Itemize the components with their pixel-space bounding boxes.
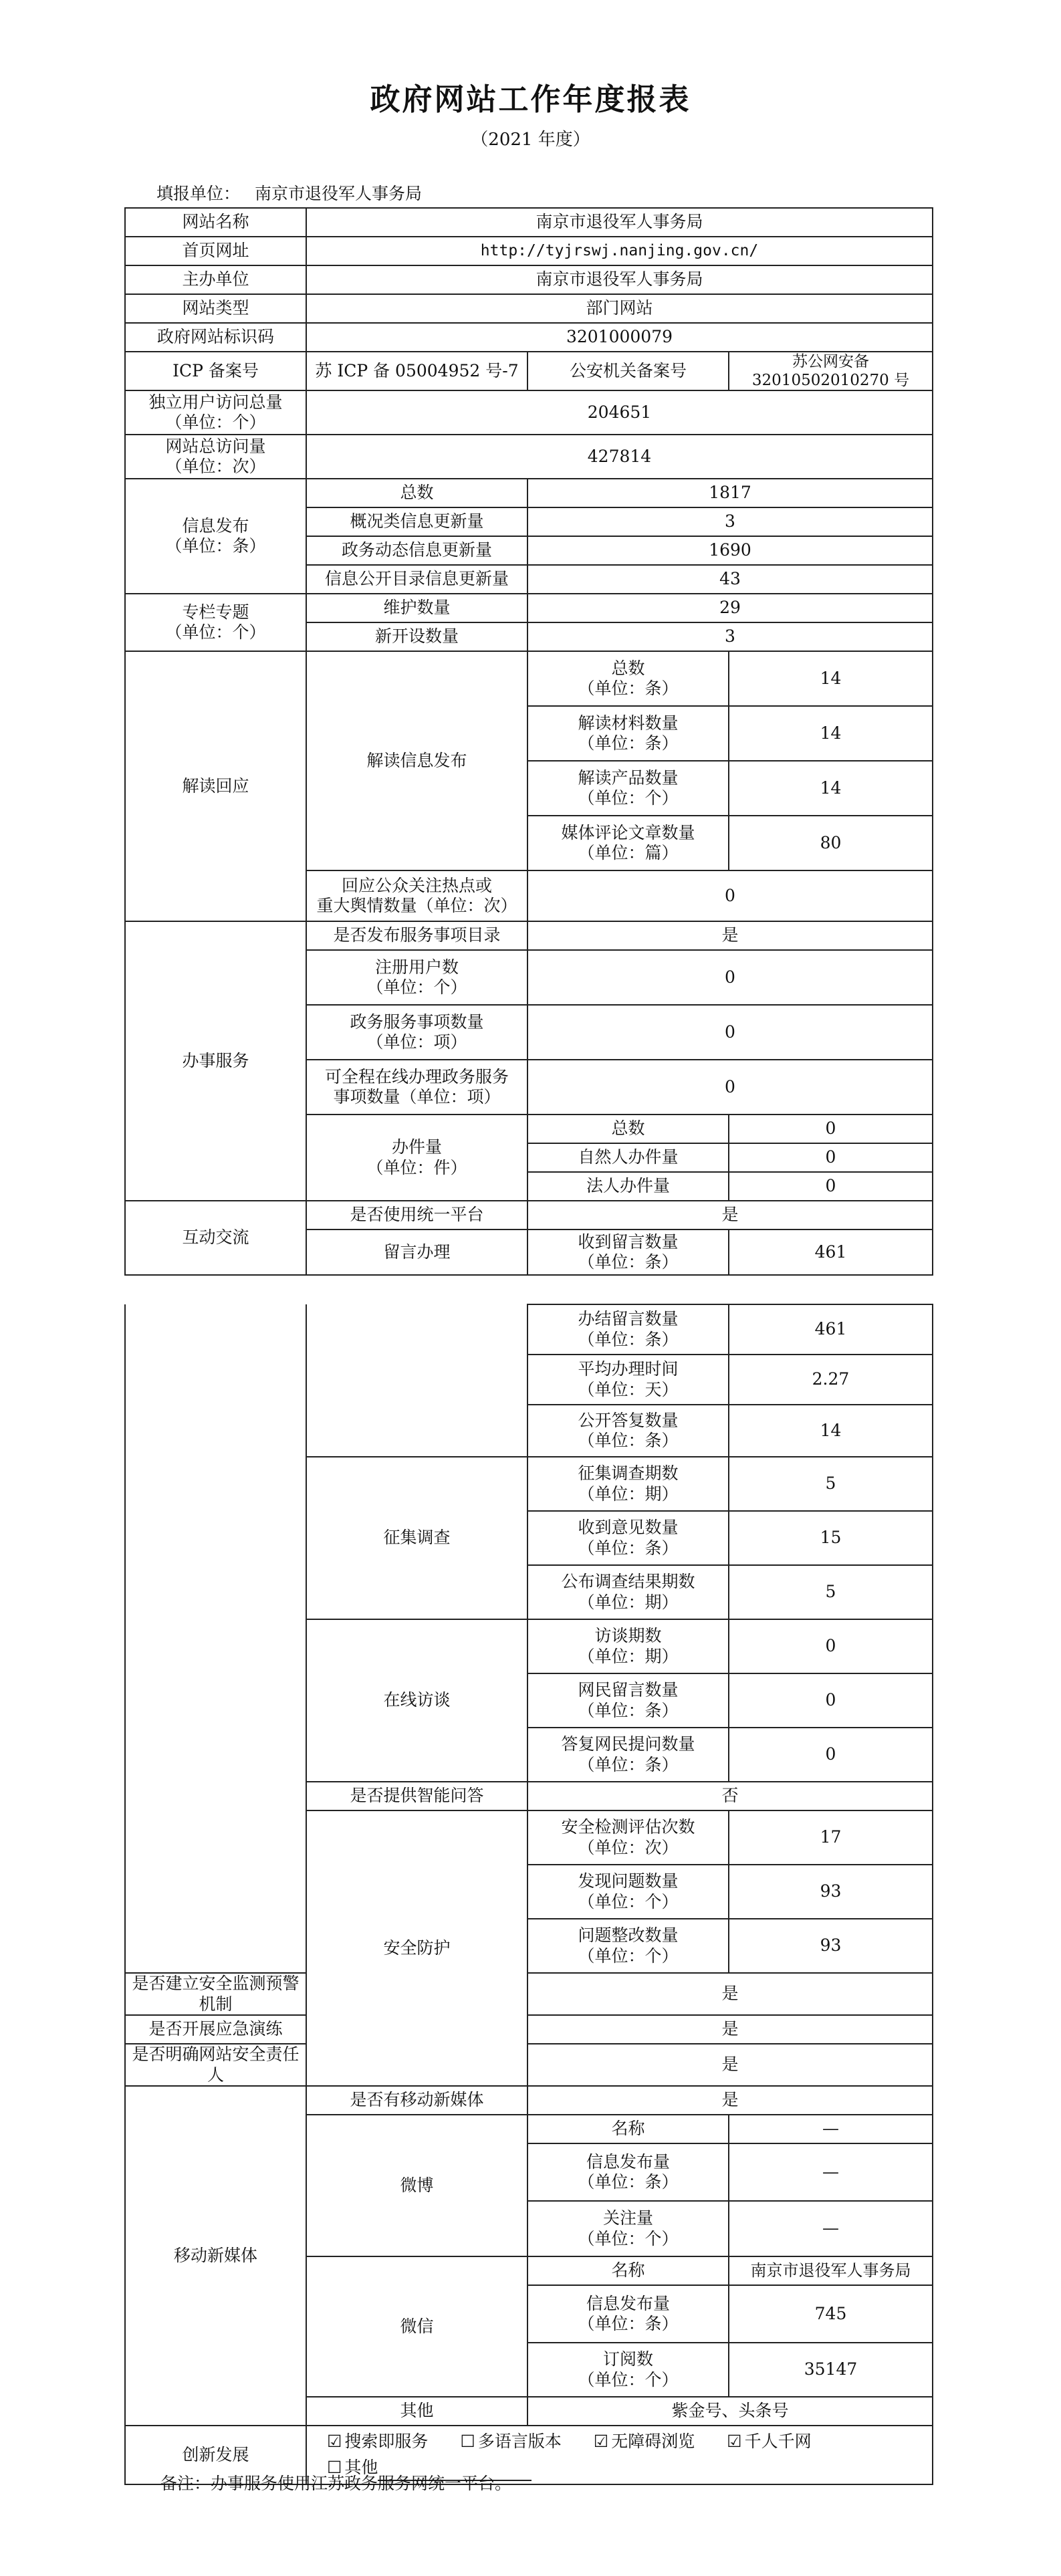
security-found-value: 93 (729, 1865, 933, 1919)
interact-ai-label: 是否提供智能问答 (306, 1782, 527, 1810)
talk-periods-label: 访谈期数 （单位：期） (527, 1619, 729, 1673)
wechat-posts-label: 信息发布量 （单位：条） (527, 2285, 729, 2343)
security-eval-label: 安全检测评估次数 （单位：次） (527, 1810, 729, 1865)
unchecked-box-icon: ☐ (460, 2432, 475, 2451)
wechat-subs-value: 35147 (729, 2343, 933, 2397)
info-open-label: 信息公开目录信息更新量 (306, 565, 527, 594)
weibo-fans-label: 关注量 （单位：个） (527, 2201, 729, 2256)
media-other-value: 紫金号、头条号 (527, 2397, 933, 2426)
page-views-label: 网站总访问量 （单位：次） (125, 435, 306, 479)
survey-periods-value: 5 (729, 1457, 933, 1511)
security-label: 安全防护 (306, 1810, 527, 2086)
unchecked-box-icon: ☐ (327, 2457, 342, 2477)
service-online-value: 0 (527, 1060, 933, 1115)
media-has-label: 是否有移动新媒体 (306, 2086, 527, 2115)
innovation-option-multilang (460, 2429, 561, 2455)
service-handle-total-value: 0 (729, 1115, 933, 1143)
service-handle-total-label: 总数 (527, 1115, 729, 1143)
interact-platform-value: 是 (527, 1201, 933, 1230)
security-drill-value: 是 (527, 2015, 933, 2044)
interact-platform-label: 是否使用统一平台 (306, 1201, 527, 1230)
column-new-value: 3 (527, 622, 933, 651)
security-warn-value: 是 (527, 1973, 933, 2015)
interp-product-value: 14 (729, 761, 933, 816)
option-label: 无障碍浏览 (611, 2432, 695, 2451)
service-items-label: 政务服务事项数量 （单位：项） (306, 1005, 527, 1060)
interact-received-value: 461 (729, 1230, 933, 1275)
security-found-label: 发现问题数量 （单位：个） (527, 1865, 729, 1919)
interact-survey-label: 征集调查 (306, 1457, 527, 1619)
site-type-label: 网站类型 (125, 294, 306, 323)
info-news-value: 1690 (527, 536, 933, 565)
security-fixed-value: 93 (729, 1919, 933, 1973)
interp-material-label: 解读材料数量 （单位：条） (527, 706, 729, 761)
police-record-value: 苏公网安备 32010502010270 号 (729, 352, 933, 390)
unique-visitors-label: 独立用户访问总量 （单位：个） (125, 390, 306, 435)
page-views-value: 427814 (306, 435, 933, 479)
interp-total-value: 14 (729, 651, 933, 706)
site-type-value: 部门网站 (306, 294, 933, 323)
interact-label: 互动交流 (125, 1201, 306, 1275)
interact-ai-value: 否 (527, 1782, 933, 1810)
security-resp-value: 是 (527, 2044, 933, 2086)
wechat-posts-value: 745 (729, 2285, 933, 2343)
media-label: 移动新媒体 (125, 2086, 306, 2426)
interp-product-label: 解读产品数量 （单位：个） (527, 761, 729, 816)
interact-done-value: 461 (729, 1304, 933, 1355)
interp-publish-label: 解读信息发布 (306, 651, 527, 870)
weibo-label: 微博 (306, 2115, 527, 2256)
service-handle-person-label: 自然人办件量 (527, 1143, 729, 1172)
report-table-part-1 (124, 207, 933, 1276)
security-fixed-label: 问题整改数量 （单位：个） (527, 1919, 729, 1973)
interact-msg-label: 留言办理 (306, 1230, 527, 1275)
reporting-unit-value: 南京市退役军人事务局 (255, 184, 423, 203)
option-label: 其他 (344, 2457, 378, 2477)
interact-public-label: 公开答复数量 （单位：条） (527, 1405, 729, 1457)
talk-answers-label: 答复网民提问数量 （单位：条） (527, 1728, 729, 1782)
survey-opinions-value: 15 (729, 1511, 933, 1565)
report-table-part-2 (124, 1304, 933, 2485)
checked-box-icon: ☑ (593, 2432, 609, 2451)
report-year: （2021 年度） (471, 130, 590, 150)
interact-avg-label: 平均办理时间 （单位：天） (527, 1355, 729, 1405)
service-users-value: 0 (527, 950, 933, 1005)
weibo-name-value: — (729, 2115, 933, 2143)
service-label: 办事服务 (125, 921, 306, 1201)
survey-periods-label: 征集调查期数 （单位：期） (527, 1457, 729, 1511)
interact-public-value: 14 (729, 1405, 933, 1457)
reporting-unit-label: 填报单位： (156, 184, 241, 203)
unique-visitors-value: 204651 (306, 390, 933, 435)
column-label: 专栏专题 （单位：个） (125, 594, 306, 651)
security-resp-label: 是否明确网站安全责任人 (125, 2044, 306, 2086)
sponsor-label: 主办单位 (125, 265, 306, 294)
info-open-value: 43 (527, 565, 933, 594)
service-handle-label: 办件量 （单位：件） (306, 1115, 527, 1201)
interp-hot-value: 0 (527, 870, 933, 921)
homepage-label: 首页网址 (125, 237, 306, 265)
media-has-value: 是 (527, 2086, 933, 2115)
talk-answers-value: 0 (729, 1728, 933, 1782)
info-total-value: 1817 (527, 479, 933, 507)
interp-media-value: 80 (729, 816, 933, 870)
weibo-name-label: 名称 (527, 2115, 729, 2143)
innovation-option-personal (727, 2429, 811, 2455)
site-name-value: 南京市退役军人事务局 (306, 208, 933, 237)
info-overview-value: 3 (527, 507, 933, 536)
survey-results-value: 5 (729, 1565, 933, 1619)
wechat-label: 微信 (306, 2256, 527, 2397)
option-label: 搜索即服务 (344, 2432, 429, 2451)
info-news-label: 政务动态信息更新量 (306, 536, 527, 565)
service-handle-person-value: 0 (729, 1143, 933, 1172)
column-maintain-label: 维护数量 (306, 594, 527, 622)
reporting-unit (156, 181, 437, 205)
checked-box-icon: ☑ (327, 2432, 342, 2451)
site-id-value: 3201000079 (306, 323, 933, 352)
interp-total-label: 总数 （单位：条） (527, 651, 729, 706)
weibo-fans-value: — (729, 2201, 933, 2256)
site-name-label: 网站名称 (125, 208, 306, 237)
security-drill-label: 是否开展应急演练 (125, 2015, 306, 2044)
interact-talk-label: 在线访谈 (306, 1619, 527, 1782)
innovation-option-accessible (594, 2429, 695, 2455)
checked-box-icon: ☑ (727, 2432, 742, 2451)
homepage-url: http://tyjrswj.nanjing.gov.cn/ (306, 237, 933, 265)
service-catalog-label: 是否发布服务事项目录 (306, 921, 527, 950)
remark: 备注：办事服务使用江苏政务服务网统一平台。 (160, 2474, 512, 2493)
icp-value: 苏 ICP 备 05004952 号-7 (306, 352, 527, 390)
interact-avg-value: 2.27 (729, 1355, 933, 1405)
interact-continued-label (125, 1304, 306, 1973)
security-warn-label: 是否建立安全监测预警机制 (125, 1973, 306, 2015)
talk-msgs-label: 网民留言数量 （单位：条） (527, 1673, 729, 1728)
interp-material-value: 14 (729, 706, 933, 761)
info-publish-label: 信息发布 （单位：条） (125, 479, 306, 594)
interact-received-label: 收到留言数量 （单位：条） (527, 1230, 729, 1275)
interp-hot-label: 回应公众关注热点或 重大舆情数量（单位：次） (306, 870, 527, 921)
survey-results-label: 公布调查结果期数 （单位：期） (527, 1565, 729, 1619)
icp-label: ICP 备案号 (125, 352, 306, 390)
option-label: 多语言版本 (477, 2432, 562, 2451)
weibo-posts-value: — (729, 2143, 933, 2201)
service-handle-corp-value: 0 (729, 1172, 933, 1201)
service-items-value: 0 (527, 1005, 933, 1060)
police-record-label: 公安机关备案号 (527, 352, 729, 390)
interp-media-label: 媒体评论文章数量 （单位：篇） (527, 816, 729, 870)
media-other-label: 其他 (306, 2397, 527, 2426)
option-label: 千人千网 (744, 2432, 812, 2451)
service-users-label: 注册用户数 （单位：个） (306, 950, 527, 1005)
survey-opinions-label: 收到意见数量 （单位：条） (527, 1511, 729, 1565)
info-total-label: 总数 (306, 479, 527, 507)
weibo-posts-label: 信息发布量 （单位：条） (527, 2143, 729, 2201)
talk-periods-value: 0 (729, 1619, 933, 1673)
interact-msg-continued (306, 1304, 527, 1457)
wechat-subs-label: 订阅数 （单位：个） (527, 2343, 729, 2397)
service-catalog-value: 是 (527, 921, 933, 950)
innovation-option-search (327, 2429, 428, 2455)
service-online-label: 可全程在线办理政务服务 事项数量（单位：项） (306, 1060, 527, 1115)
page-title: 政府网站工作年度报表 (370, 82, 691, 117)
talk-msgs-value: 0 (729, 1673, 933, 1728)
service-handle-corp-label: 法人办件量 (527, 1172, 729, 1201)
wechat-name-value: 南京市退役军人事务局 (729, 2256, 933, 2285)
innovation-label: 创新发展 (125, 2426, 306, 2484)
site-id-label: 政府网站标识码 (125, 323, 306, 352)
wechat-name-label: 名称 (527, 2256, 729, 2285)
info-overview-label: 概况类信息更新量 (306, 507, 527, 536)
sponsor-value: 南京市退役军人事务局 (306, 265, 933, 294)
interact-done-label: 办结留言数量 （单位：条） (527, 1304, 729, 1355)
security-eval-value: 17 (729, 1810, 933, 1865)
column-maintain-value: 29 (527, 594, 933, 622)
interp-label: 解读回应 (125, 651, 306, 921)
column-new-label: 新开设数量 (306, 622, 527, 651)
